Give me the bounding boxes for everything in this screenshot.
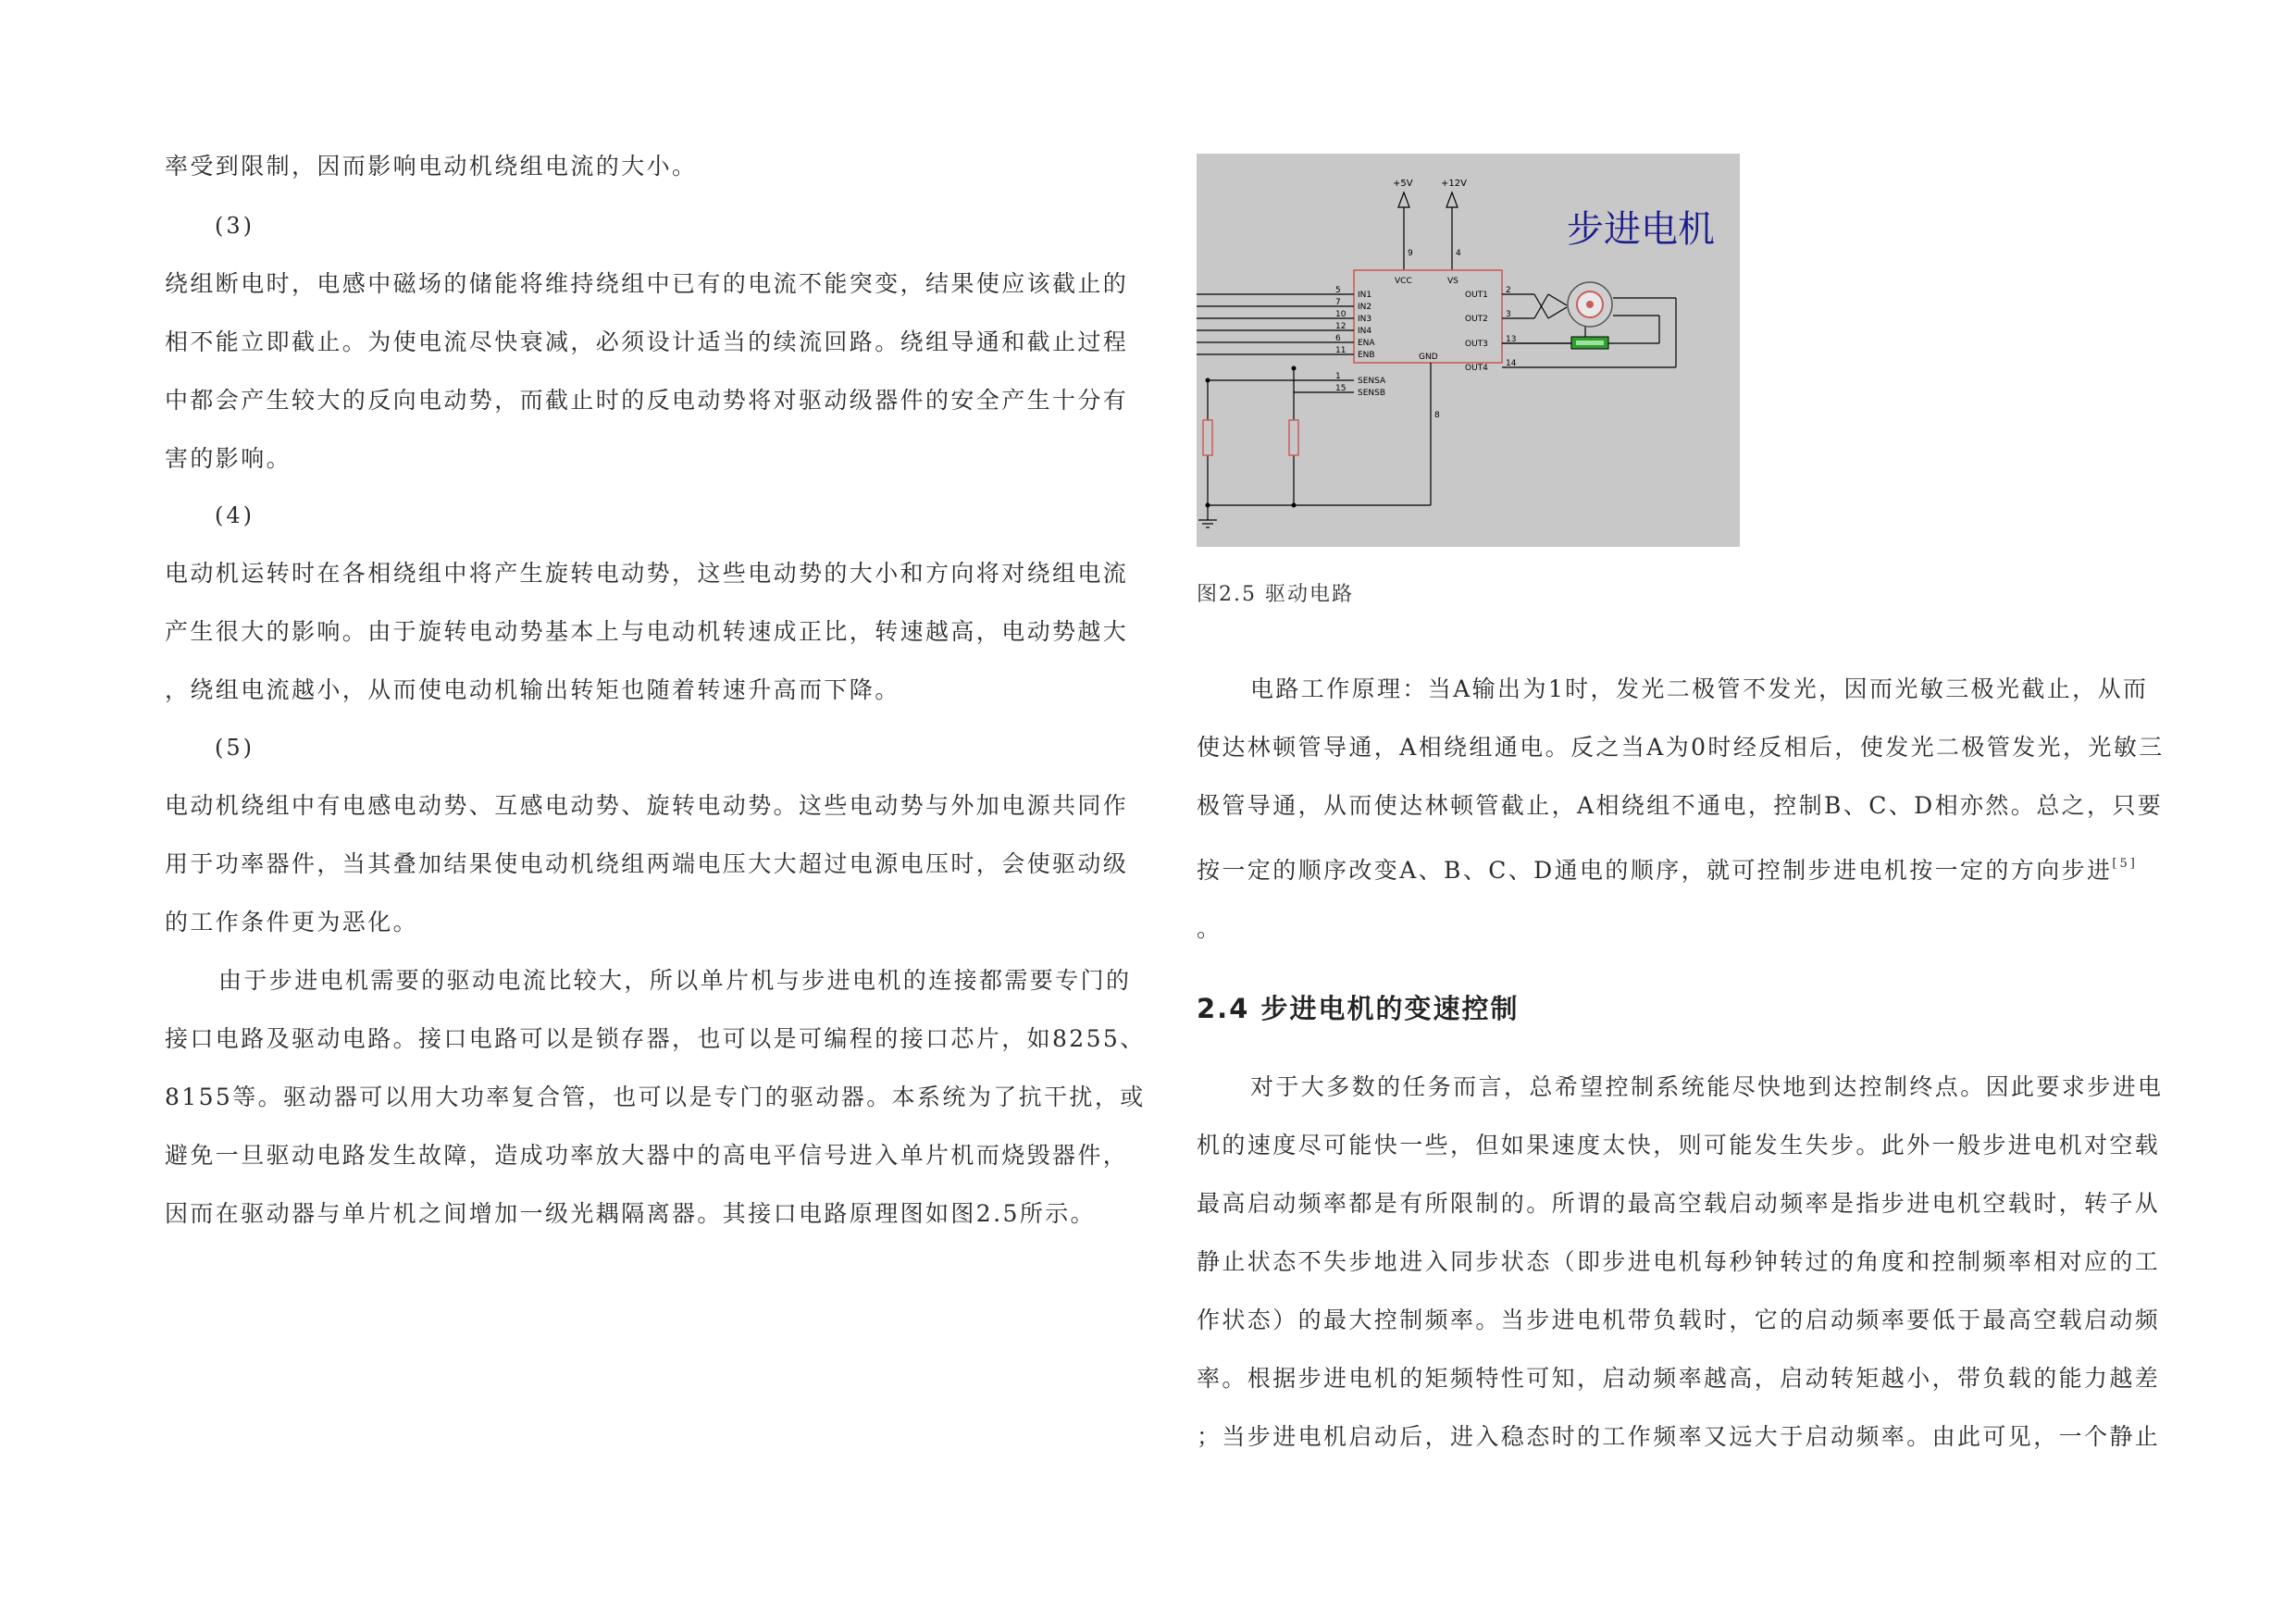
pin-name: ENA xyxy=(1358,339,1375,348)
rail-12v-label: +12V xyxy=(1441,179,1467,189)
pin-number: 3 xyxy=(1506,310,1511,319)
gnd-label: GND xyxy=(1419,353,1438,362)
paragraph-interface-circuit xyxy=(165,951,1150,1243)
vcc-label: VCC xyxy=(1395,277,1412,286)
text-line xyxy=(1197,835,2182,899)
text-line: 最高启动频率都是有所限制的。所谓的最高空载启动频率是指步进电机空载时，转子从 xyxy=(1197,1190,2161,1217)
text-line: 产生很大的影响。由于旋转电动势基本上与电动机转速成正比，转速越高，电动势越大 xyxy=(165,618,1129,645)
text-line: 对于大多数的任务而言，总希望控制系统能尽快地到达控制终点。因此要求步进电 xyxy=(1250,1073,2164,1100)
pin-name: ENB xyxy=(1358,351,1375,360)
pin-number: 6 xyxy=(1335,334,1341,343)
vs-label: VS xyxy=(1447,277,1458,286)
citation: [5] xyxy=(2112,857,2138,871)
pin-name: IN4 xyxy=(1358,327,1372,336)
paragraph-item-4 xyxy=(165,544,1150,719)
pin-number: 10 xyxy=(1335,310,1347,319)
text-line: 由于步进电机需要的驱动电流比较大，所以单片机与步进电机的连接都需要专门的 xyxy=(218,967,1132,994)
pin-name: IN1 xyxy=(1358,291,1372,300)
figure-caption: 图2.5 驱动电路 xyxy=(1197,583,1354,606)
pin-name: IN3 xyxy=(1358,315,1372,324)
text-line: 相不能立即截止。为使电流尽快衰减，必须设计适当的续流回路。绕组导通和截止过程 xyxy=(165,328,1129,355)
pin-number: 14 xyxy=(1506,359,1517,368)
figure-title: 步进电机 xyxy=(1567,208,1715,251)
vs-pin-number: 4 xyxy=(1456,249,1461,258)
pin-number: 12 xyxy=(1335,322,1347,331)
text-line: 率受到限制，因而影响电动机绕组电流的大小。 xyxy=(165,153,698,180)
text-line: 害的影响。 xyxy=(165,445,292,472)
text-line: 因而在驱动器与单片机之间增加一级光耦隔离器。其接口电路原理图如图2.5所示。 xyxy=(165,1200,1096,1227)
text-line: 中都会产生较大的反向电动势，而截止时的反电动势将对驱动级器件的安全产生十分有 xyxy=(165,387,1129,414)
pin-number: 13 xyxy=(1506,335,1517,344)
junction-dot xyxy=(1206,378,1210,383)
sense-resistor-b xyxy=(1289,420,1298,455)
text-line: 电动机运转时在各相绕组中将产生旋转电动势，这些电动势的大小和方向将对绕组电流 xyxy=(165,560,1129,587)
rail-5v-label: +5V xyxy=(1393,179,1413,189)
item-number-4: (4) xyxy=(215,502,254,528)
text-line: 极管导通，从而使达林顿管截止，A相绕组不通电，控制B、C、D相亦然。总之，只要 xyxy=(1197,792,2164,819)
driver-circuit-figure xyxy=(1197,154,1740,547)
text-line: 机的速度尽可能快一些，但如果速度太快，则可能发生失步。此外一般步进电机对空载 xyxy=(1197,1132,2161,1158)
paragraph-circuit-principle xyxy=(1197,660,2182,958)
section-heading: 2.4 步进电机的变速控制 xyxy=(1197,993,1520,1024)
text-line: 用于功率器件，当其叠加结果使电动机绕组两端电压大大超过电源电压时，会使驱动级 xyxy=(165,850,1129,877)
gnd-pin-number: 8 xyxy=(1434,411,1440,420)
pin-name: OUT2 xyxy=(1465,315,1488,324)
paragraph-item-3 xyxy=(165,254,1150,488)
paragraph-item-5 xyxy=(165,776,1150,951)
text-line: 电路工作原理：当A输出为1时，发光二极管不发光，因而光敏三极光截止，从而 xyxy=(1250,675,2149,702)
pin-number: 11 xyxy=(1335,346,1347,355)
text-line: 8155等。驱动器可以用大功率复合管，也可以是专门的驱动器。本系统为了抗干扰，或 xyxy=(165,1084,1146,1110)
paragraph-speed-control xyxy=(1197,1058,2182,1466)
pin-number: 5 xyxy=(1335,286,1341,295)
pin-number: 15 xyxy=(1335,384,1347,393)
pin-name: SENSA xyxy=(1358,377,1386,386)
text-line: 静止状态不失步地进入同步状态（即步进电机每秒钟转过的角度和控制频率相对应的工 xyxy=(1197,1248,2161,1275)
pin-name: IN2 xyxy=(1358,303,1372,312)
text-line: ；当步进电机启动后，进入稳态时的工作频率又远大于启动频率。由此可见，一个静止 xyxy=(1197,1423,2161,1450)
pin-number: 1 xyxy=(1335,372,1341,381)
text-line: 率。根据步进电机的矩频特性可知，启动频率越高，启动转矩越小，带负载的能力越差 xyxy=(1197,1365,2161,1392)
text-line: ，绕组电流越小，从而使电动机输出转矩也随着转速升高而下降。 xyxy=(165,676,900,703)
pin-name: OUT3 xyxy=(1465,340,1488,349)
sense-resistor-a xyxy=(1203,420,1212,455)
text-line-content: 按一定的顺序改变A、B、C、D通电的顺序，就可控制步进电机按一定的方向步进 xyxy=(1197,857,2113,884)
paragraph-intro xyxy=(165,137,1150,195)
text-line: 。 xyxy=(1197,915,1222,942)
text-line: 作状态）的最大控制频率。当步进电机带负载时，它的启动频率要低于最高空载启动频 xyxy=(1197,1307,2161,1333)
motor-shaft xyxy=(1586,301,1594,308)
text-line: 的工作条件更为恶化。 xyxy=(165,909,419,935)
vcc-pin-number: 9 xyxy=(1408,249,1413,258)
text-line: 接口电路及驱动电路。接口电路可以是锁存器，也可以是可编程的接口芯片，如8255、 xyxy=(165,1025,1146,1052)
text-line: 避免一旦驱动电路发生故障，造成功率放大器中的高电平信号进入单片机而烧毁器件， xyxy=(165,1142,1129,1169)
text-line: 使达林顿管导通，A相绕组通电。反之当A为0时经反相后，使发光二极管发光，光敏三 xyxy=(1197,734,2165,761)
pin-name: OUT4 xyxy=(1465,364,1488,373)
text-line: 绕组断电时，电感中磁场的储能将维持绕组中已有的电流不能突变，结果使应该截止的 xyxy=(165,270,1129,297)
item-number-5: (5) xyxy=(215,735,254,761)
pin-number: 7 xyxy=(1335,298,1341,307)
pin-number: 2 xyxy=(1506,286,1511,295)
pin-name: OUT1 xyxy=(1465,291,1488,300)
item-number-3: (3) xyxy=(215,213,254,239)
text-line: 电动机绕组中有电感电动势、互感电动势、旋转电动势。这些电动势与外加电源共同作 xyxy=(165,792,1129,819)
motor-readout-digits xyxy=(1576,341,1604,345)
junction-dot xyxy=(1292,366,1297,371)
pin-name: SENSB xyxy=(1358,389,1386,398)
